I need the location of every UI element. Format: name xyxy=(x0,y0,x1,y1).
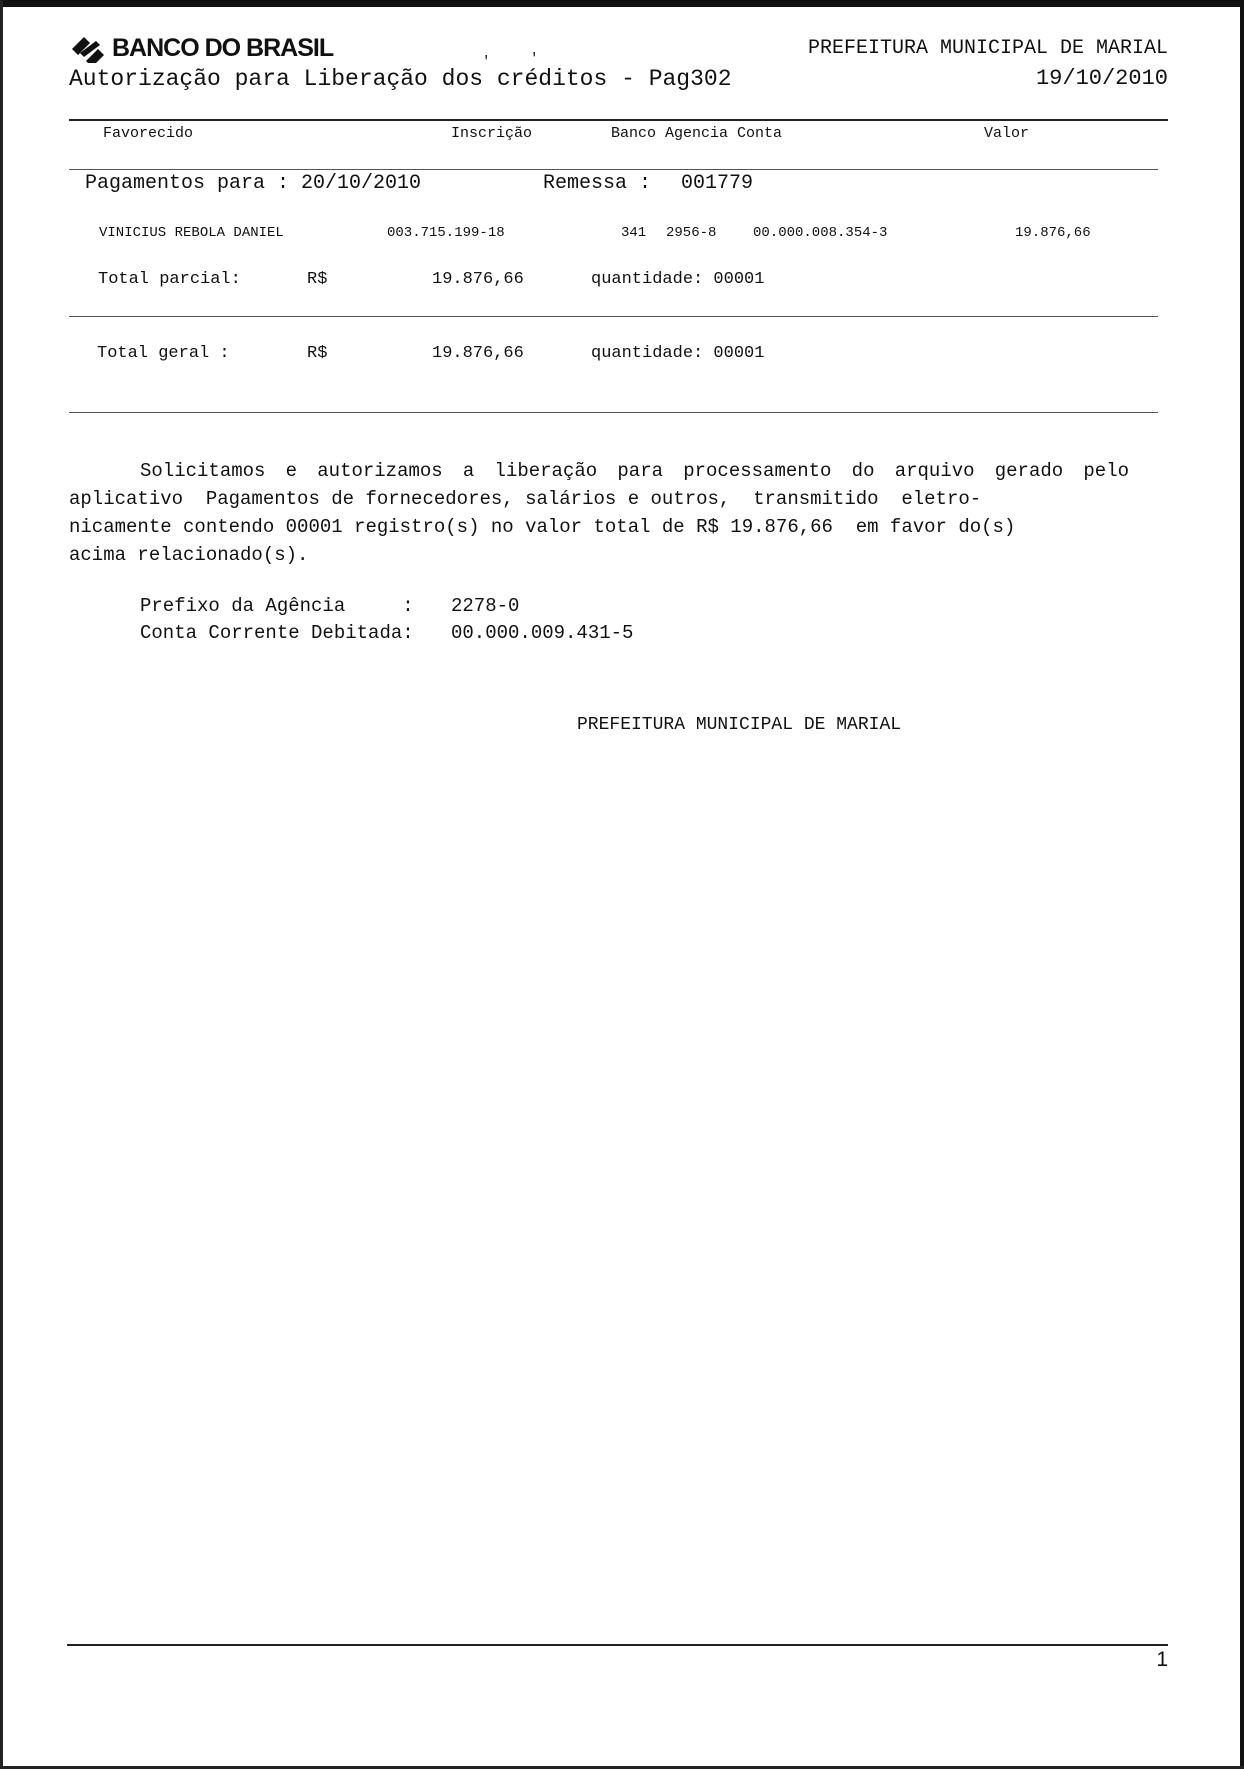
column-header-inscricao: Inscrição xyxy=(451,125,533,142)
total-geral-label: Total geral : xyxy=(97,344,230,363)
handwritten-mark: ' xyxy=(530,51,539,67)
header-rule xyxy=(69,119,1168,121)
divider xyxy=(69,316,1158,317)
header-organization: PREFEITURA MUNICIPAL DE MARIAL xyxy=(807,37,1168,60)
signature-organization: PREFEITURA MUNICIPAL DE MARIAL xyxy=(577,715,902,735)
row-agencia: 2956-8 xyxy=(666,225,717,241)
remessa-value: 001779 xyxy=(681,172,754,195)
bank-logo-icon xyxy=(70,35,106,63)
header-date: 19/10/2010 xyxy=(1035,66,1168,91)
paragraph-line: acima relacionado(s). xyxy=(69,544,309,566)
row-favorecido: VINICIUS REBOLA DANIEL xyxy=(99,225,284,241)
total-parcial-label: Total parcial: xyxy=(98,270,241,289)
row-valor: 19.876,66 xyxy=(1015,225,1091,241)
scan-border-left xyxy=(0,0,3,1769)
scan-border-top xyxy=(0,0,1244,7)
paragraph-line: aplicativo Pagamentos de fornecedores, salários e outros, transmitido eletro- xyxy=(69,488,982,510)
bank-name: BANCO DO BRASIL xyxy=(112,34,334,62)
bank-logo xyxy=(70,34,333,63)
column-header-favorecido: Favorecido xyxy=(103,125,194,142)
total-parcial-amount: 19.876,66 xyxy=(432,270,524,289)
document-title: Autorização para Liberação dos créditos - Pag302 xyxy=(69,66,732,92)
payment-date: Pagamentos para : 20/10/2010 xyxy=(85,172,422,195)
row-conta: 00.000.008.354-3 xyxy=(753,225,888,241)
total-parcial-currency: R$ xyxy=(307,270,328,289)
row-inscricao: 003.715.199-18 xyxy=(387,225,505,241)
agencia-label: Prefixo da Agência : xyxy=(140,595,414,617)
footer-rule xyxy=(67,1644,1168,1646)
divider xyxy=(69,412,1158,413)
handwritten-mark: ' xyxy=(482,54,491,70)
total-geral-quantity: quantidade: 00001 xyxy=(591,344,765,363)
scan-border-right xyxy=(1240,0,1244,1769)
total-parcial-quantity: quantidade: 00001 xyxy=(591,270,765,289)
authorization-paragraph xyxy=(69,457,1129,569)
row-banco: 341 xyxy=(621,225,647,241)
paragraph-line: nicamente contendo 00001 registro(s) no valor total de R$ 19.876,66 em favor do(s) xyxy=(69,516,1016,538)
total-geral-amount: 19.876,66 xyxy=(432,344,524,363)
page-number: 1 xyxy=(1156,1648,1168,1671)
column-rule xyxy=(69,169,1158,170)
column-header-banco-agencia-conta: Banco Agencia Conta xyxy=(611,125,783,142)
remessa-label: Remessa : xyxy=(543,172,652,195)
column-header-valor: Valor xyxy=(984,125,1030,142)
paragraph-line: Solicitamos e autorizamos a liberação para processamento do arquivo gerado pelo xyxy=(140,460,1129,482)
conta-debitada-label: Conta Corrente Debitada: xyxy=(140,622,414,644)
conta-debitada-value: 00.000.009.431-5 xyxy=(451,622,634,644)
agencia-value: 2278-0 xyxy=(451,595,520,617)
total-geral-currency: R$ xyxy=(307,344,328,363)
